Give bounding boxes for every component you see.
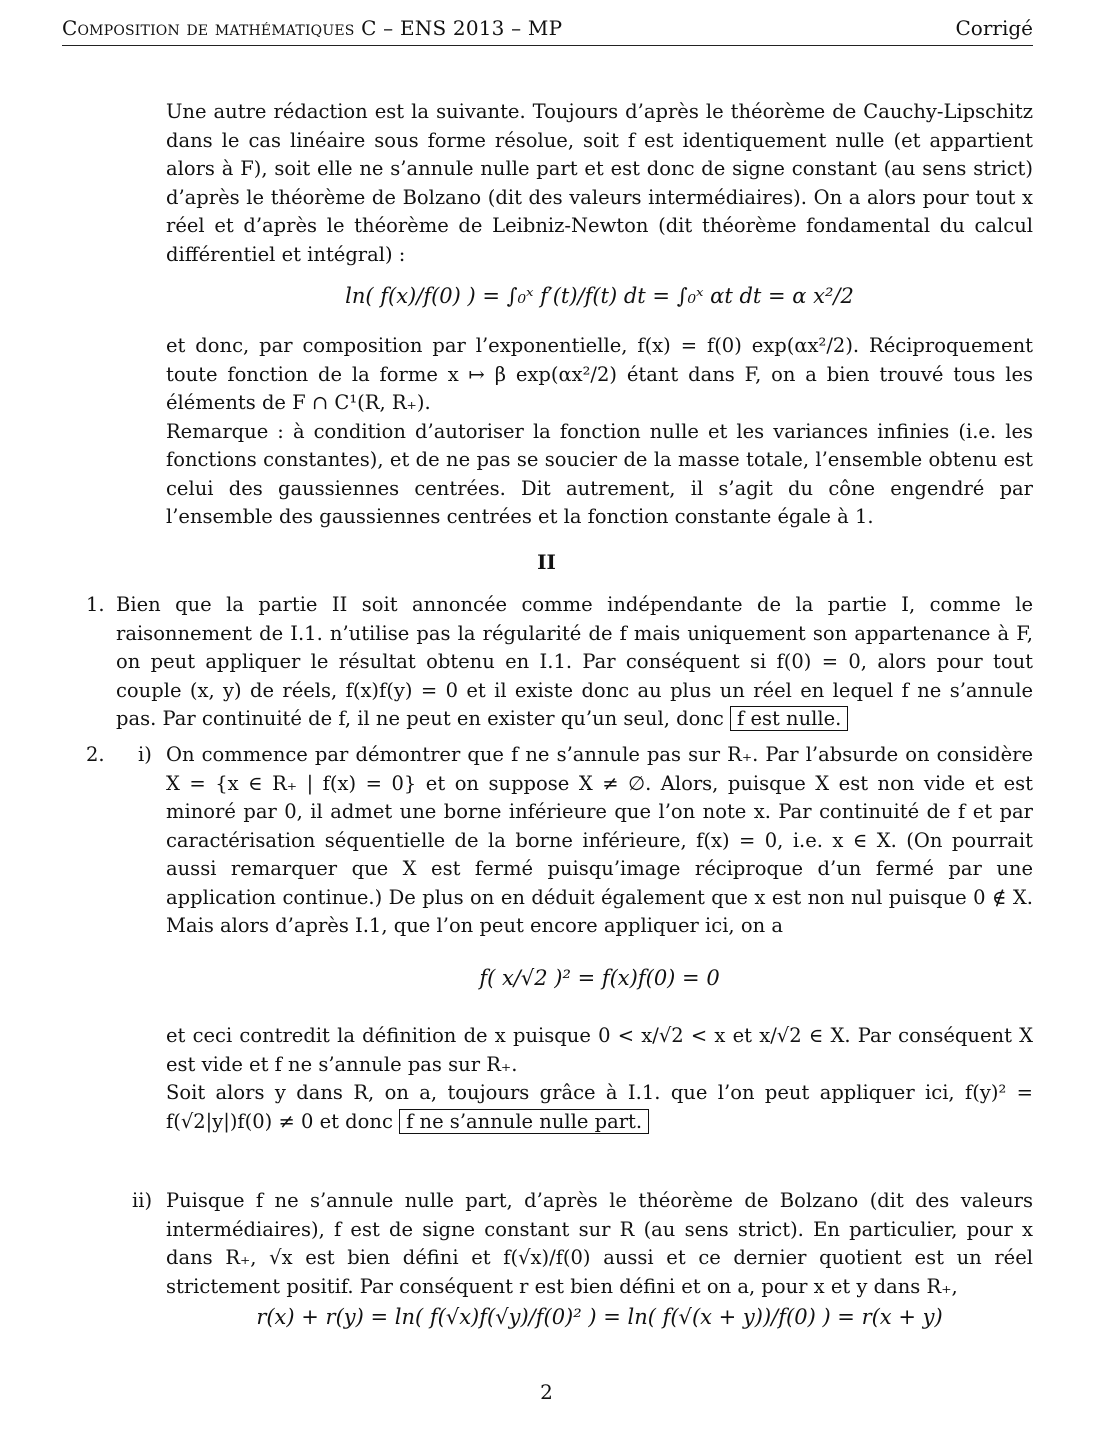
- header-label: Corrigé: [955, 16, 1033, 40]
- after-equation-2: [166, 1022, 1033, 1136]
- item-2-ii-label: ii): [132, 1189, 153, 1212]
- after-equation-1-text: et donc, par composition par l’exponentielle, f(x) = f(0) exp(αx²/2). Réciproquement toute fonction de la forme x ↦ β exp(αx²/2) étant dans F, on a bien trouvé tous les éléments de F ∩ C¹(R, R₊).: [166, 334, 1033, 414]
- item-2-number: 2.: [86, 743, 105, 766]
- equation-2-text: f( x/√2 )² = f(x)f(0) = 0: [479, 966, 720, 990]
- item-2-i-result-box: f ne s’annule nulle part.: [399, 1109, 649, 1134]
- after-equation-2-text: et ceci contredit la définition de x puisque 0 < x/√2 < x et x/√2 ∈ X. Par conséquent X est vide et f ne s’annule pas sur R₊.: [166, 1024, 1033, 1076]
- section-title: II: [537, 550, 556, 574]
- intro-paragraph: [166, 98, 1033, 269]
- remark-text: Remarque : à condition d’autoriser la fonction nulle et les variances infinies (i.e. les fonctions constantes), et de ne pas se soucier de la masse totale, l’ensemble obtenu est celui des gaussiennes centrées. Dit autrement, il s’agit du cône engendré par l’ensemble des gaussiennes centrées et la fonction constante égale à 1.: [166, 419, 1033, 528]
- page-number: 2: [540, 1380, 553, 1404]
- equation-1-text: ln( f(x)/f(0) ) = ∫₀ˣ f′(t)/f(t) dt = ∫₀ˣ αt dt = α x²/2: [345, 284, 854, 308]
- page-header: [62, 12, 1033, 46]
- item-2-i-label: i): [138, 743, 152, 766]
- item-2-ii: [166, 1187, 1033, 1301]
- item-1-result-box: f est nulle.: [730, 706, 848, 731]
- item-1-text: Bien que la partie II soit annoncée comme indépendante de la partie I, comme le raisonnement de I.1. n’utilise pas la régularité de f mais uniquement son appartenance à F, on peut appliquer le résultat obtenu en I.1. Par conséquent si f(0) = 0, alors pour tout couple (x, y) de réels, f(x)f(y) = 0 et il existe donc au plus un réel en lequel f ne s’annule pas. Par continuité de f, il ne peut en exister qu’un seul, donc: [116, 593, 1033, 730]
- equation-2: [166, 948, 1033, 1008]
- item-2-ii-text: Puisque f ne s’annule nulle part, d’après le théorème de Bolzano (dit des valeurs intermédiaires), f est de signe constant sur R (au sens strict). En particulier, pour x dans R₊, √x est bien défini et f(√x)/f(0) aussi et ce dernier quotient est un réel strictement positif. Par conséquent r est bien défini et on a, pour x et y dans R₊,: [166, 1189, 1033, 1298]
- equation-3-text: r(x) + r(y) = ln( f(√x)f(√y)/f(0)² ) = ln( f(√(x + y))/f(0) ) = r(x + y): [256, 1305, 943, 1329]
- item-1: [116, 591, 1033, 734]
- header-title: Composition de mathématiques C – ENS 2013 – MP: [62, 16, 563, 40]
- equation-3: [166, 1285, 1033, 1349]
- intro-text: Une autre rédaction est la suivante. Toujours d’après le théorème de Cauchy-Lipschitz dans le cas linéaire sous forme résolue, soit f est identiquement nulle (et appartient alors à F), soit elle ne s’annule nulle part et est donc de signe constant (au sens strict) d’après le théorème de Bolzano (dit des valeurs intermédiaires). On a alors pour tout x réel et d’après le théorème de Leibniz-Newton (dit théorème fondamental du calcul différentiel et intégral) :: [166, 100, 1033, 266]
- equation-1: [166, 266, 1033, 326]
- item-2-i: [166, 741, 1033, 941]
- item-1-number: 1.: [86, 593, 105, 616]
- after-equation-1: [166, 332, 1033, 532]
- soit-text: Soit alors y dans R, on a, toujours grâce à I.1. que l’on peut appliquer ici, f(y)² = f(√2|y|)f(0) ≠ 0 et donc: [166, 1081, 1033, 1133]
- item-2-i-text: On commence par démontrer que f ne s’annule pas sur R₊. Par l’absurde on considère X = {x ∈ R₊ | f(x) = 0} et on suppose X ≠ ∅. Alors, puisque X est non vide et est minoré par 0, il admet une borne inférieure que l’on note x. Par continuité de f et par caractérisation séquentielle de la borne inférieure, f(x) = 0, i.e. x ∈ X. (On pourrait aussi remarquer que X est fermé puisqu’image réciproque d’un fermé par une application continue.) De plus on en déduit également que x est non nul puisque 0 ∉ X. Mais alors d’après I.1, que l’on peut encore appliquer ici, on a: [166, 743, 1033, 937]
